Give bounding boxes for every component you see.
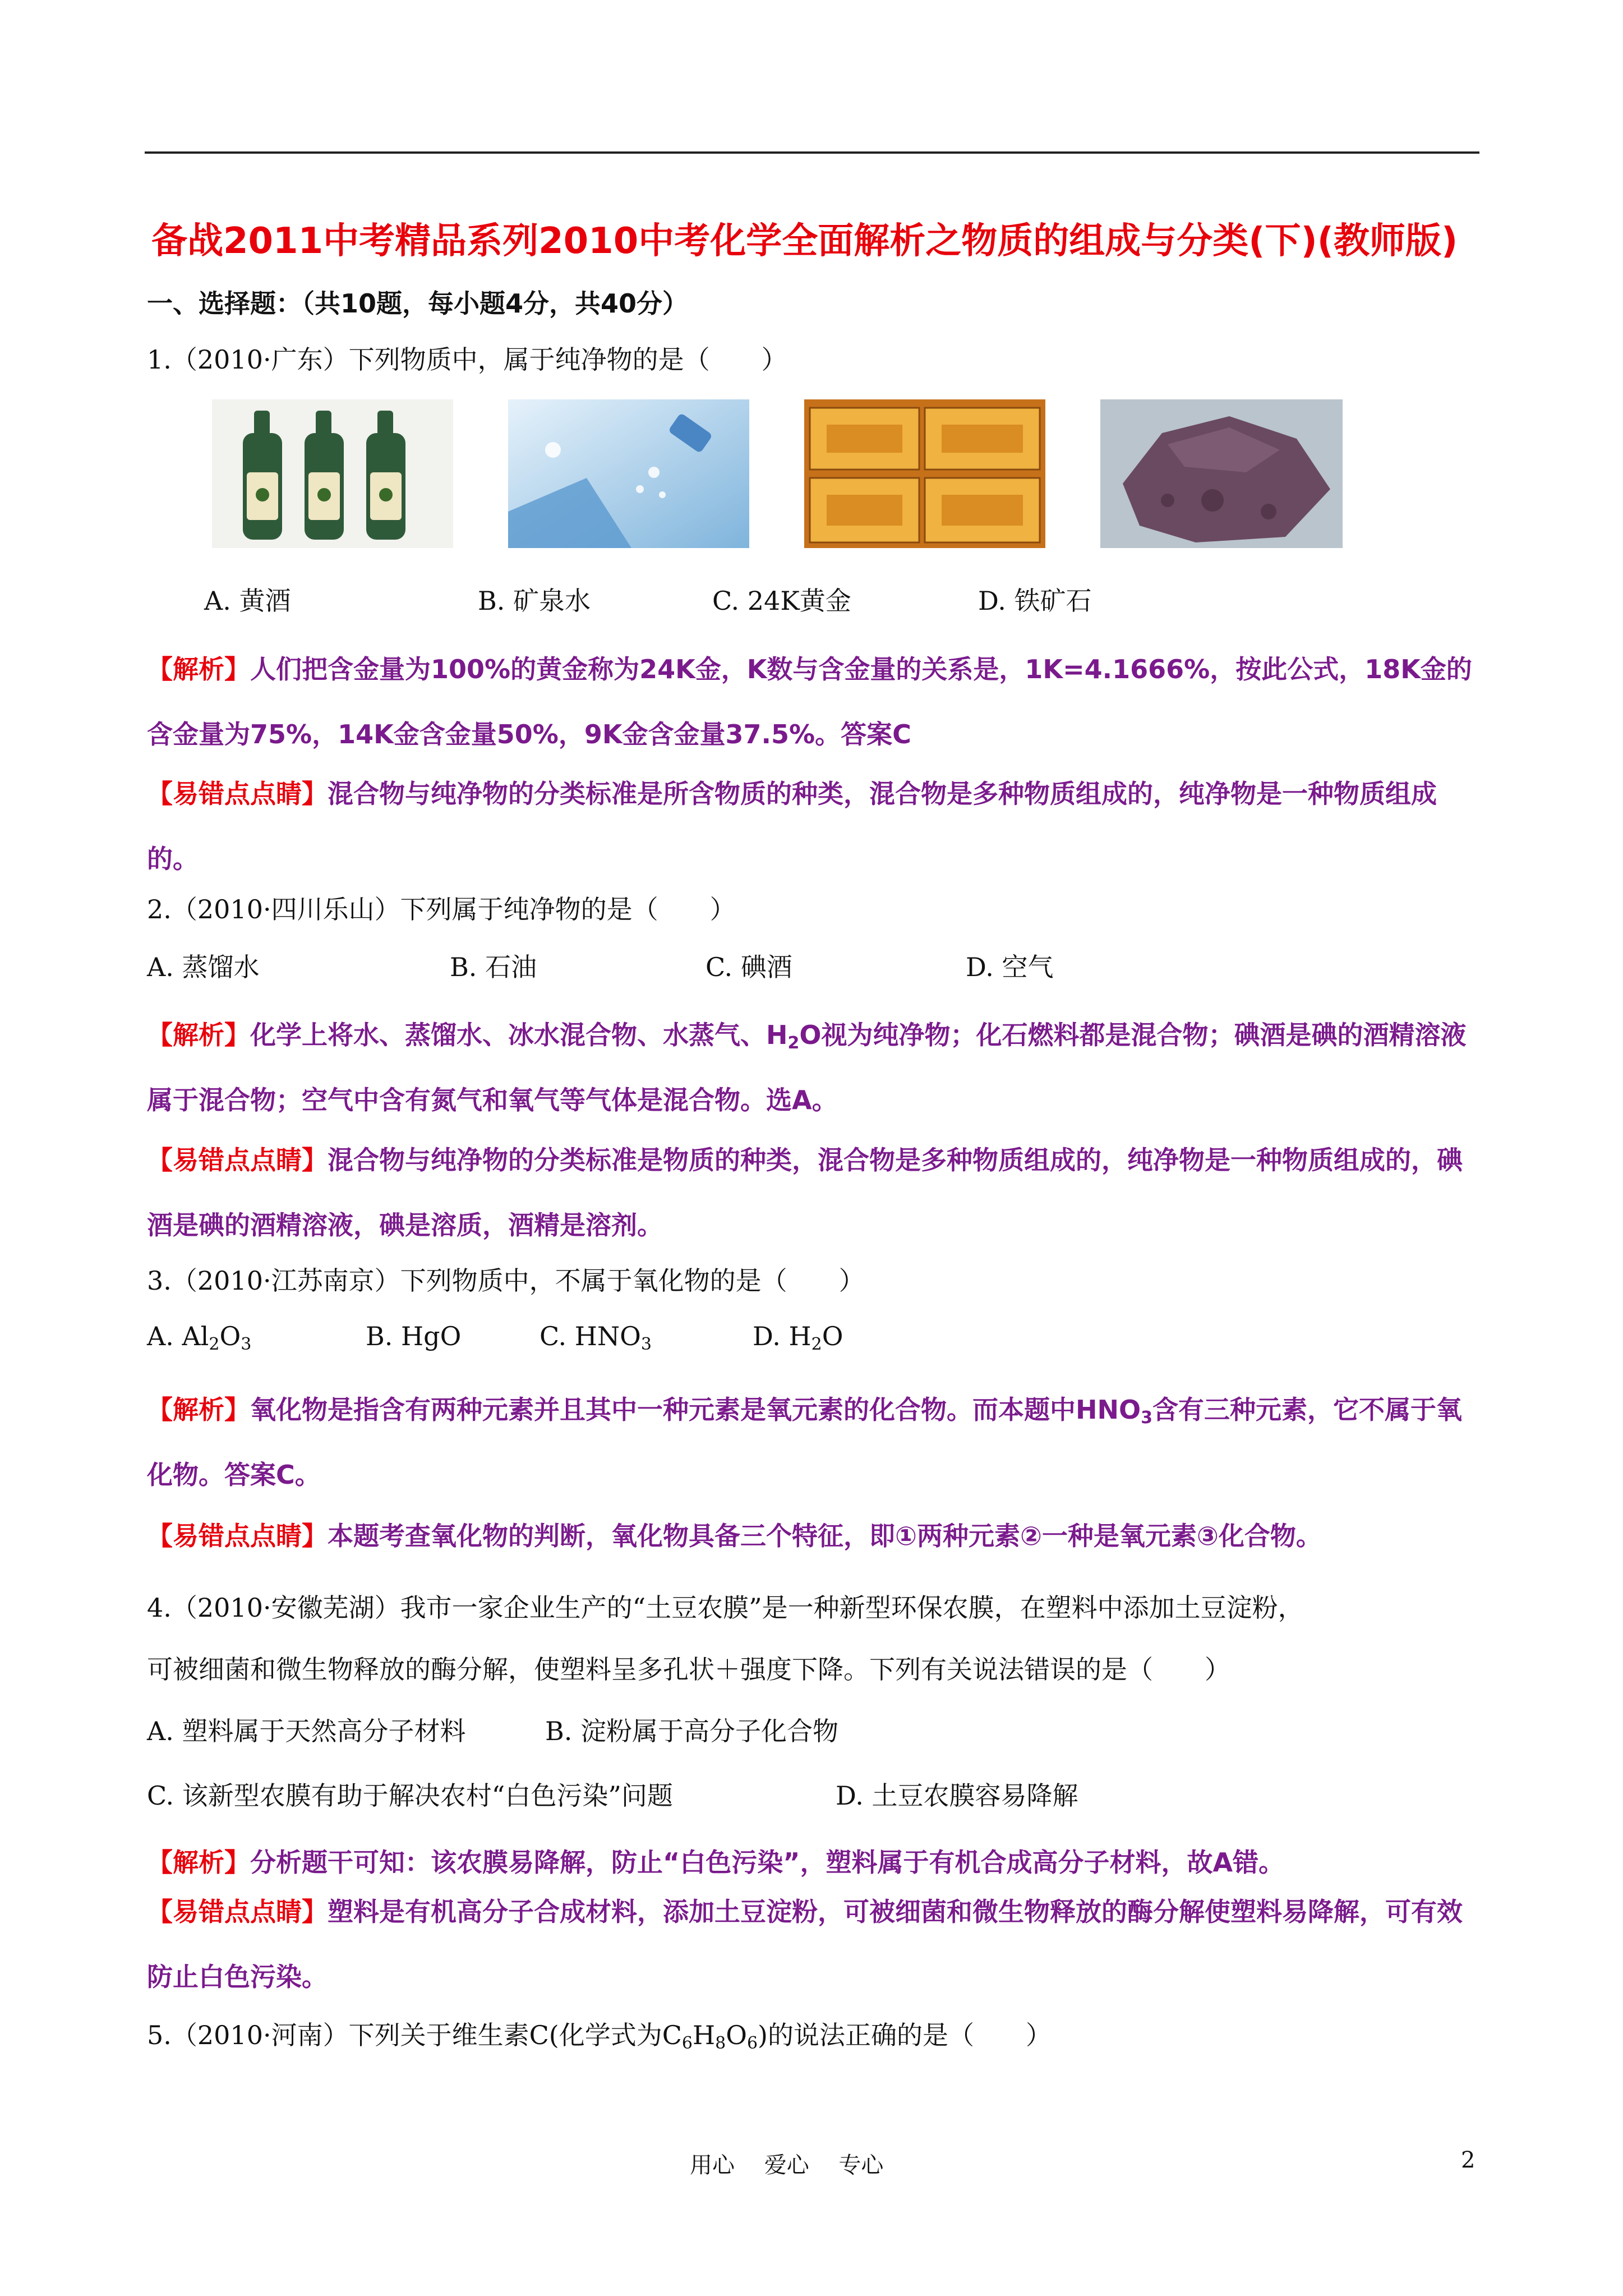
- q2-option-d[interactable]: D. 空气: [966, 952, 1054, 982]
- q3-analysis: [147, 1377, 1482, 1507]
- q2-option-a[interactable]: A. 蒸馏水: [147, 952, 260, 982]
- option-text: O: [822, 1321, 843, 1351]
- q2-analysis: [147, 1002, 1482, 1133]
- q4-option-a[interactable]: A. 塑料属于天然高分子材料: [147, 1716, 466, 1746]
- q1-option-d[interactable]: D. 铁矿石: [978, 586, 1092, 616]
- q2-option-b[interactable]: B. 石油: [450, 952, 537, 982]
- q1-option-c[interactable]: C. 24K黄金: [712, 586, 851, 616]
- option-text: D. H: [753, 1321, 811, 1351]
- subscript: 6: [681, 2033, 693, 2053]
- q1-analysis: [147, 637, 1482, 767]
- subscript: 3: [241, 1335, 252, 1354]
- question-5-stem: [147, 2015, 1052, 2052]
- q5-stem-text: 5.（2010·河南）下列关于维生素C(化学式为C: [147, 2020, 682, 2050]
- page-number: 2: [1461, 2147, 1476, 2173]
- yellow-wine-image: [212, 399, 453, 548]
- page-footer: 用心 爱心 专心: [690, 2152, 884, 2178]
- question-1-stem: 1.（2010·广东）下列物质中，属于纯净物的是（ ）: [147, 344, 787, 375]
- analysis-tag: 【解析】: [147, 1395, 250, 1425]
- q4-option-b[interactable]: B. 淀粉属于高分子化合物: [545, 1716, 839, 1746]
- q2-pitfall-text: 混合物与纯净物的分类标准是物质的种类，混合物是多种物质组成的，纯净物是一种物质组成的，碘酒是碘的酒精溶液，碘是溶质，酒精是溶剂。: [147, 1145, 1463, 1240]
- q3-pitfall-text: 本题考查氧化物的判断，氧化物具备三个特征，即①两种元素②一种是氧元素③化合物。: [328, 1521, 1322, 1551]
- option-text: C. HNO: [540, 1321, 641, 1351]
- q3-pitfall: [147, 1503, 1482, 1568]
- question-2-stem: 2.（2010·四川乐山）下列属于纯净物的是（ ）: [147, 894, 736, 924]
- question-4-stem-line-1: 4.（2010·安徽芜湖）我市一家企业生产的“土豆农膜”是一种新型环保农膜，在塑料中添加土豆淀粉，: [147, 1593, 1304, 1623]
- q4-pitfall: [147, 1879, 1482, 2009]
- subscript: 6: [746, 2033, 758, 2053]
- subscript: 2: [787, 1033, 800, 1053]
- pitfall-tag: 【易错点点睛】: [147, 1521, 328, 1551]
- pitfall-tag: 【易错点点睛】: [147, 779, 328, 809]
- q3-option-c[interactable]: [540, 1321, 652, 1354]
- mineral-water-image: [508, 399, 749, 548]
- q4-pitfall-text: 塑料是有机高分子合成材料，添加土豆淀粉，可被细菌和微生物释放的酶分解使塑料易降解，可有效防止白色污染。: [147, 1897, 1463, 1992]
- subscript: 2: [811, 1335, 822, 1354]
- page-title: 备战2011中考精品系列2010中考化学全面解析之物质的组成与分类(下)(教师版): [151, 220, 1458, 262]
- subscript: 2: [209, 1335, 220, 1354]
- question-4-stem-line-2: 可被细菌和微生物释放的酶分解，使塑料呈多孔状＋强度下降。下列有关说法错误的是（ ）: [147, 1654, 1230, 1685]
- analysis-tag: 【解析】: [147, 1847, 250, 1878]
- q3-option-d[interactable]: [753, 1321, 843, 1354]
- q4-option-c[interactable]: C. 该新型农膜有助于解决农村“白色污染”问题: [147, 1780, 673, 1811]
- option-text: A. Al: [147, 1321, 209, 1351]
- q1-analysis-text: 人们把含金量为100%的黄金称为24K金，K数与含金量的关系是，1K=4.1666%，按此公式，18K金的含金量为75%，14K金含金量50%，9K金含金量37.5%。答案C: [147, 654, 1472, 749]
- q2-pitfall: [147, 1128, 1482, 1258]
- q3-analysis-text-cont: 含有三种元素，它不属于氧化物。答案C。: [147, 1395, 1462, 1490]
- q1-pitfall: [147, 761, 1482, 891]
- option-text: O: [219, 1321, 241, 1351]
- pitfall-tag: 【易错点点睛】: [147, 1145, 328, 1175]
- header-rule: [145, 151, 1479, 154]
- q2-analysis-text: 化学上将水、蒸馏水、冰水混合物、水蒸气、H: [250, 1020, 788, 1050]
- pitfall-tag: 【易错点点睛】: [147, 1897, 328, 1927]
- gold-bars-image: [804, 399, 1045, 548]
- q1-option-a[interactable]: A. 黄酒: [204, 586, 291, 616]
- analysis-tag: 【解析】: [147, 654, 250, 684]
- q4-analysis-text: 分析题干可知：该农膜易降解，防止“白色污染”，塑料属于有机合成高分子材料，故A错。: [250, 1847, 1285, 1878]
- formula-text: H: [693, 2020, 716, 2050]
- q3-option-a[interactable]: [147, 1321, 252, 1354]
- question-3-stem: 3.（2010·江苏南京）下列物质中，不属于氧化物的是（ ）: [147, 1266, 865, 1296]
- subscript: 8: [715, 2033, 726, 2053]
- q2-option-c[interactable]: C. 碘酒: [706, 952, 792, 982]
- q1-pitfall-text: 混合物与纯净物的分类标准是所含物质的种类，混合物是多种物质组成的，纯净物是一种物质组成的。: [147, 779, 1437, 874]
- section-heading: 一、选择题：（共10题，每小题4分，共40分）: [147, 288, 689, 319]
- analysis-tag: 【解析】: [147, 1020, 250, 1050]
- formula-text: O: [726, 2020, 747, 2050]
- subscript: 3: [640, 1335, 652, 1354]
- q3-analysis-text: 氧化物是指含有两种元素并且其中一种元素是氧元素的化合物。而本题中HNO: [250, 1395, 1141, 1425]
- iron-ore-image: [1100, 399, 1343, 548]
- q4-option-d[interactable]: D. 土豆农膜容易降解: [836, 1780, 1078, 1811]
- subscript: 3: [1141, 1408, 1152, 1428]
- q2-analysis-text-cont: O视为纯净物；化石燃料都是混合物；碘酒是碘的酒精溶液属于混合物；空气中含有氮气和氧气等气体是混合物。选A。: [147, 1020, 1467, 1115]
- q5-stem-text-cont: )的说法正确的是（ ）: [758, 2020, 1052, 2050]
- q3-option-b[interactable]: B. HgO: [366, 1321, 462, 1351]
- q1-option-b[interactable]: B. 矿泉水: [478, 586, 591, 616]
